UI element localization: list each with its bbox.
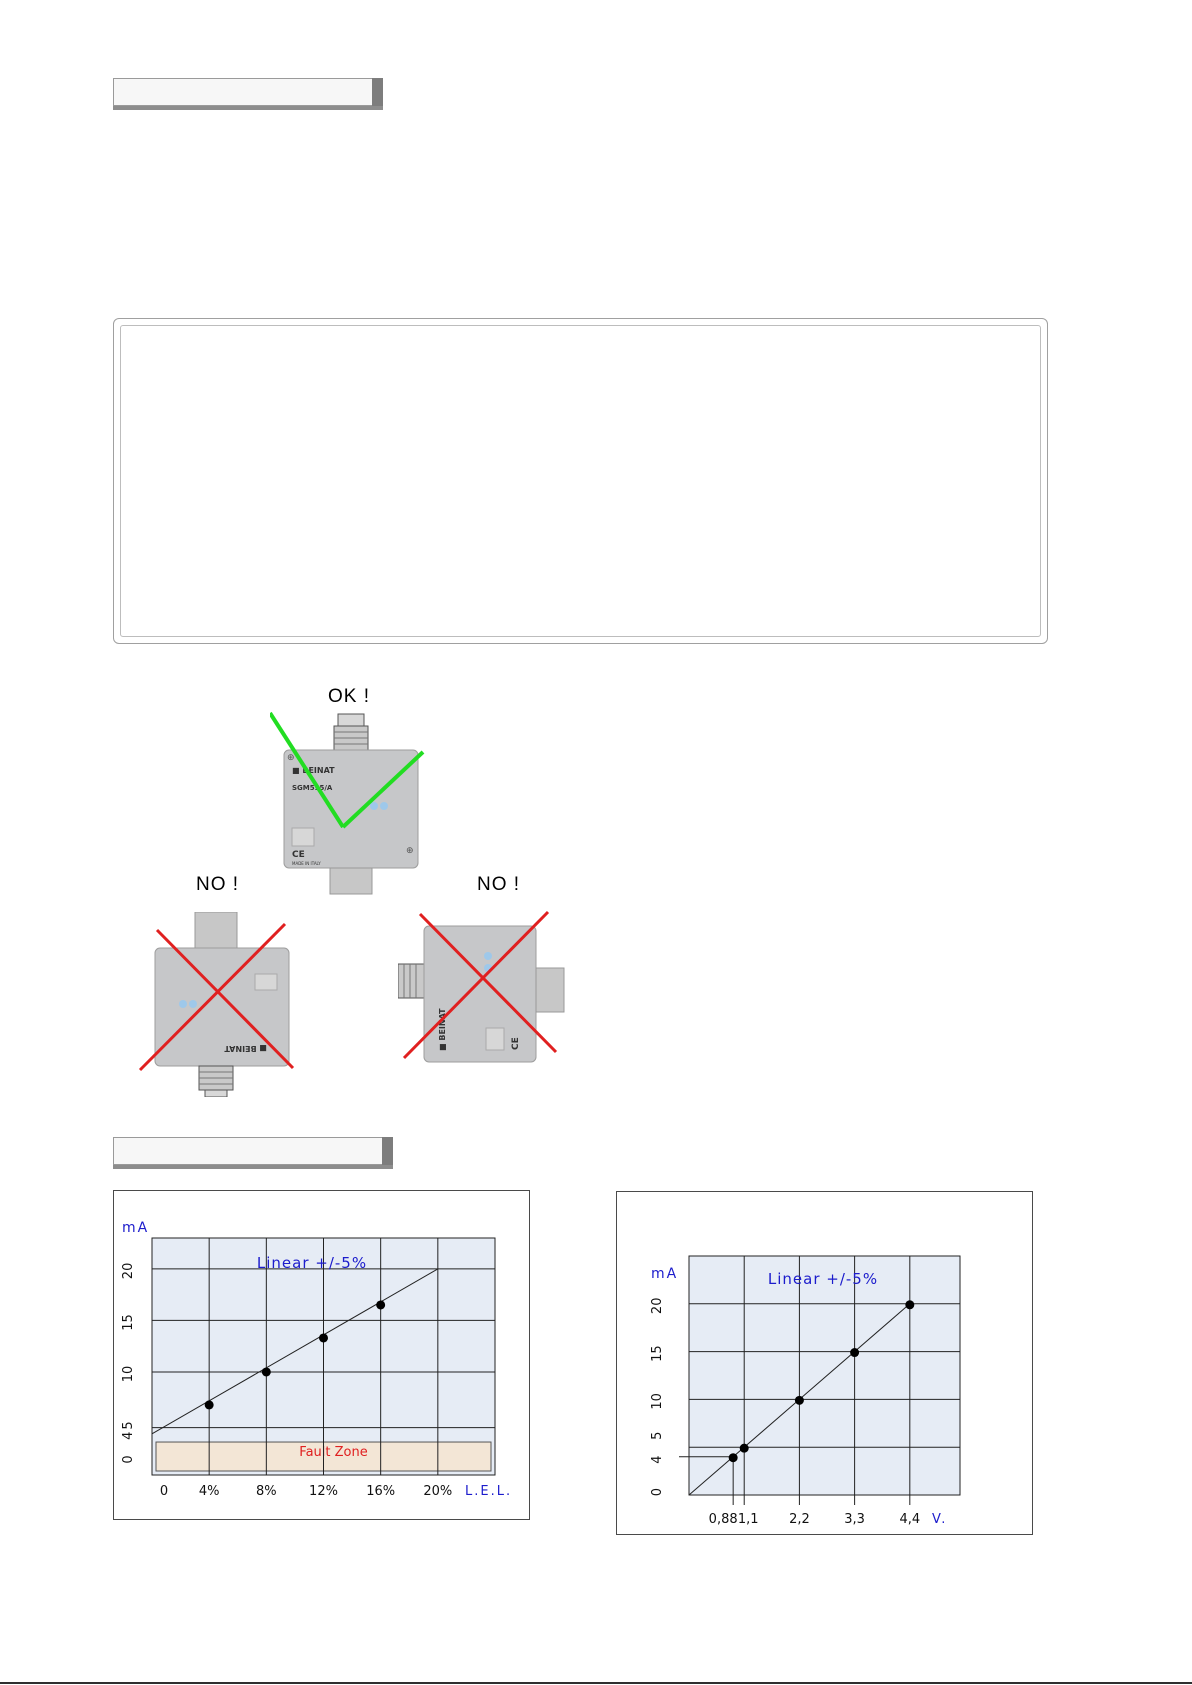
note-box (113, 318, 1048, 644)
data-point (729, 1453, 738, 1462)
data-point (850, 1348, 859, 1357)
chart-lel-frame (113, 1190, 530, 1520)
y-axis-label: mA (122, 1220, 150, 1236)
data-point (262, 1367, 271, 1376)
y-tick-label: 4 (650, 1455, 665, 1464)
no-caption-left: NO ! (196, 874, 240, 895)
x-tick-label: 1,1 (737, 1512, 759, 1527)
data-point (740, 1444, 749, 1453)
x-tick-label: 4,4 (899, 1512, 921, 1527)
x-tick-label: 8% (256, 1484, 277, 1499)
data-point (205, 1400, 214, 1409)
device-wrong-orientation-sideways (398, 910, 578, 1070)
x-axis-label: V. (932, 1512, 948, 1527)
ok-caption: OK ! (328, 686, 371, 707)
svg-text:⊕: ⊕ (287, 753, 295, 763)
data-point (905, 1300, 914, 1309)
svg-text:■ BEINAT: ■ BEINAT (224, 1044, 267, 1053)
data-point (795, 1396, 804, 1405)
x-tick-label: 0 (159, 1484, 169, 1499)
page-bottom-rule (0, 1682, 1192, 1684)
svg-text:CE: CE (292, 850, 305, 860)
x-tick-label: 4% (198, 1484, 220, 1499)
y-axis-label: mA (651, 1266, 679, 1282)
chart-voltage-frame (616, 1191, 1033, 1535)
x-tick-label: 16% (366, 1484, 396, 1499)
y-tick-label: 15 (121, 1314, 136, 1331)
y-tick-label: 0 (650, 1487, 665, 1497)
data-point (376, 1300, 385, 1309)
section-header-bar (113, 78, 383, 106)
y-tick-label: 4 (121, 1431, 136, 1440)
x-tick-label: 2,2 (789, 1512, 810, 1527)
svg-text:CE: CE (511, 1037, 521, 1050)
y-tick-label: 10 (121, 1365, 136, 1383)
y-tick-label: 5 (650, 1431, 665, 1440)
svg-text:■ BEINAT: ■ BEINAT (438, 1008, 447, 1051)
chart-title: Linear +/-5% (767, 1270, 879, 1288)
chart-ma-vs-voltage (617, 1192, 1032, 1534)
x-tick-label: 20% (423, 1484, 453, 1499)
data-point (319, 1333, 328, 1342)
y-tick-label: 5 (121, 1421, 136, 1430)
svg-text:⊕: ⊕ (406, 846, 414, 856)
y-tick-label: 20 (121, 1262, 136, 1280)
chart-title: Linear +/-5% (256, 1254, 368, 1272)
no-caption-right: NO ! (477, 874, 521, 895)
fault-zone-label: Fault Zone (299, 1445, 368, 1461)
y-tick-label: 15 (650, 1345, 665, 1362)
y-tick-label: 0 (121, 1455, 136, 1464)
y-tick-label: 20 (650, 1297, 665, 1315)
svg-text:SGM595/A: SGM595/A (292, 784, 333, 792)
device-wrong-orientation-inverted (135, 912, 295, 1097)
x-tick-label: 12% (309, 1484, 338, 1499)
x-tick-label: 3,3 (844, 1512, 865, 1527)
x-axis-label: L.E.L. (465, 1484, 513, 1499)
chart-ma-vs-lel (114, 1191, 529, 1519)
section-header-bar-2 (113, 1137, 393, 1165)
device-correct-orientation (270, 710, 430, 895)
y-tick-label: 10 (650, 1393, 665, 1410)
x-tick-label: 0,88 (708, 1512, 738, 1527)
brand-logo: ■ BEINAT (292, 766, 335, 775)
svg-text:MADE IN ITALY: MADE IN ITALY (292, 861, 321, 866)
